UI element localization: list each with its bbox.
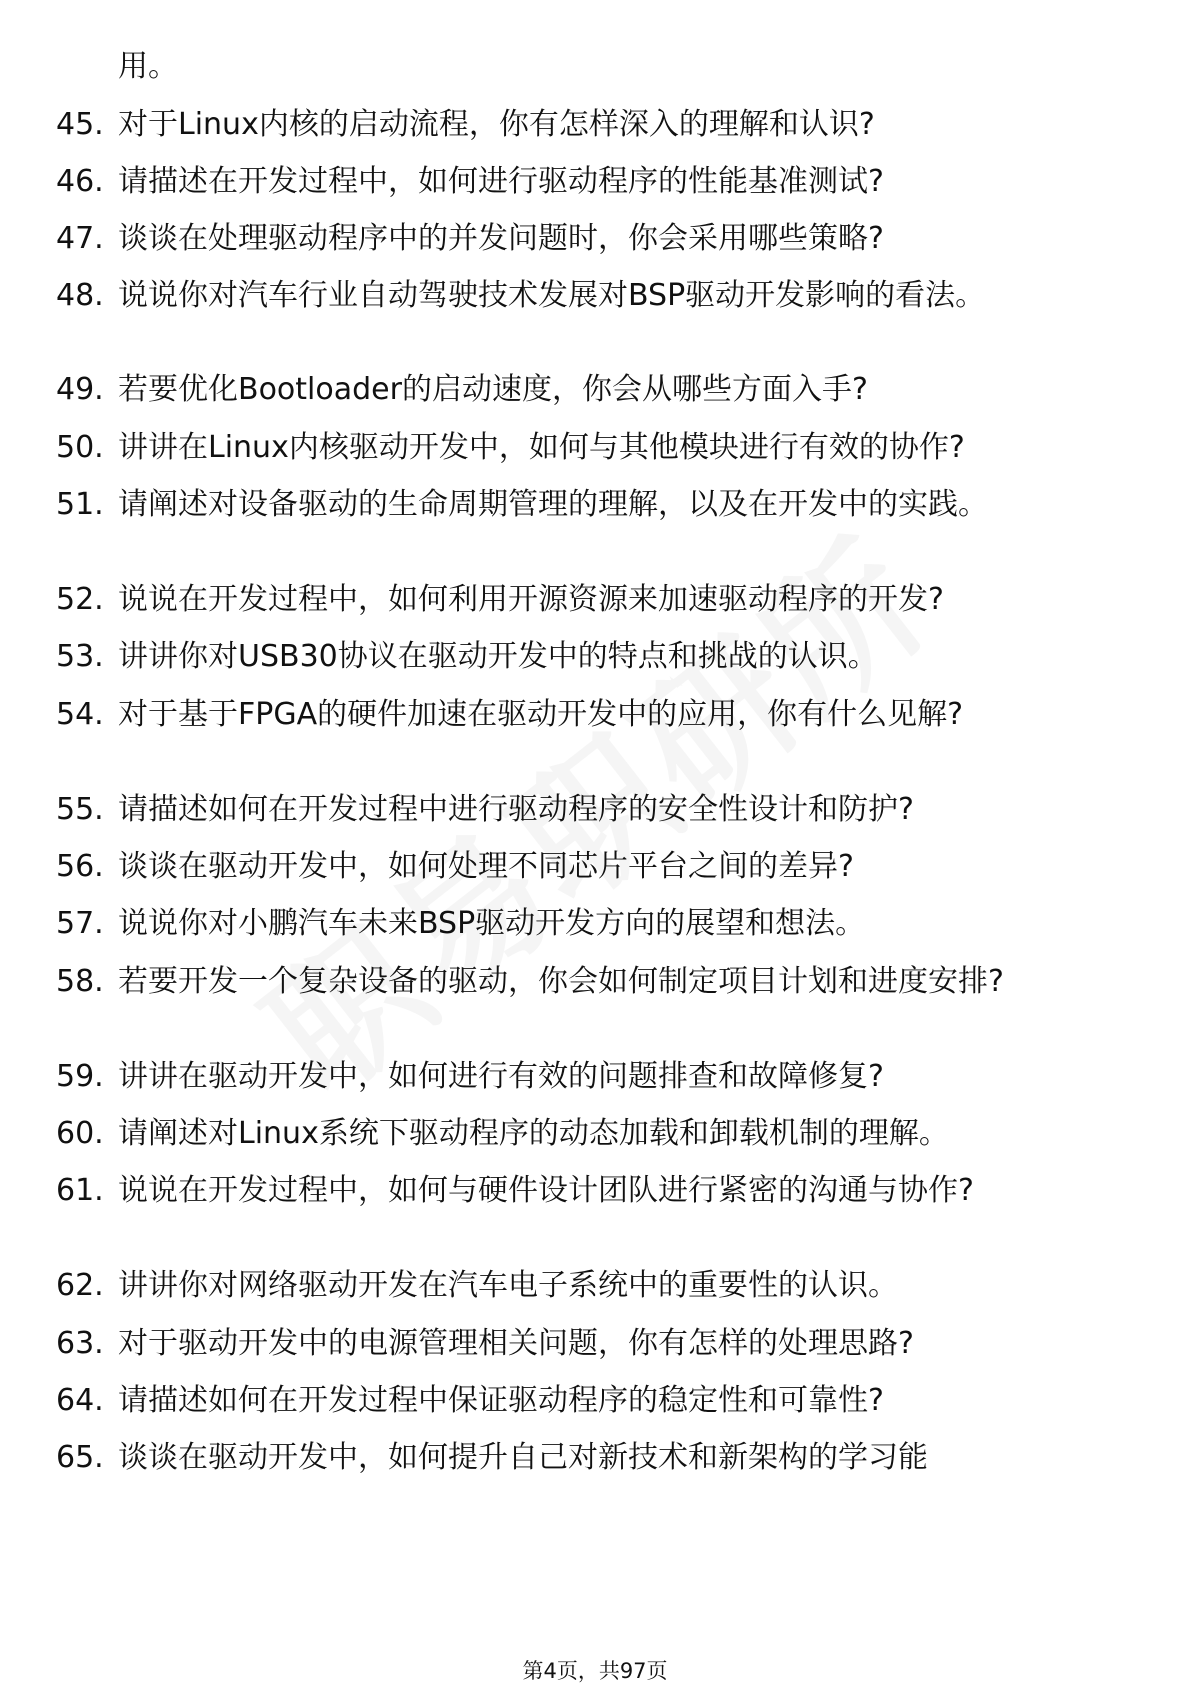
question-text: 若要开发一个复杂设备的驱动，你会如何制定项目计划和进度安排? <box>118 964 1004 999</box>
list-item <box>56 846 1116 887</box>
list-item <box>56 1170 1116 1211</box>
question-text: 对于Linux内核的启动流程，你有怎样深入的理解和认识? <box>118 107 875 142</box>
list-item <box>56 961 1116 1002</box>
page-footer: 第4页，共97页 <box>522 1659 668 1683</box>
question-text: 说说你对小鹏汽车未来BSP驱动开发方向的展望和想法。 <box>118 906 866 941</box>
question-number: 46. <box>56 164 104 199</box>
list-item <box>56 1265 1116 1306</box>
question-text: 讲讲你对USB30协议在驱动开发中的特点和挑战的认识。 <box>118 639 878 674</box>
question-text: 讲讲在驱动开发中，如何进行有效的问题排查和故障修复? <box>118 1059 884 1094</box>
question-number: 49. <box>56 372 104 407</box>
question-number: 54. <box>56 697 104 732</box>
list-item <box>56 275 1116 316</box>
question-number: 47. <box>56 221 104 256</box>
question-number: 60. <box>56 1116 104 1151</box>
question-text: 请阐述对设备驱动的生命周期管理的理解，以及在开发中的实践。 <box>118 487 988 522</box>
question-text: 说说在开发过程中，如何与硬件设计团队进行紧密的沟通与协作? <box>118 1173 974 1208</box>
list-item <box>56 161 1116 202</box>
question-text: 谈谈在处理驱动程序中的并发问题时，你会采用哪些策略? <box>118 221 884 256</box>
list-item <box>56 903 1116 944</box>
list-item <box>56 218 1116 259</box>
list-item <box>56 636 1116 677</box>
list-item <box>56 694 1116 735</box>
question-text: 对于基于FPGA的硬件加速在驱动开发中的应用，你有什么见解? <box>118 697 964 732</box>
list-item <box>56 427 1116 468</box>
question-text: 对于驱动开发中的电源管理相关问题，你有怎样的处理思路? <box>118 1326 914 1361</box>
question-number: 61. <box>56 1173 104 1208</box>
question-text: 说说你对汽车行业自动驾驶技术发展对BSP驱动开发影响的看法。 <box>118 278 986 313</box>
question-text: 请描述如何在开发过程中进行驱动程序的安全性设计和防护? <box>118 792 914 827</box>
list-item <box>56 1113 1116 1154</box>
question-text: 讲讲你对网络驱动开发在汽车电子系统中的重要性的认识。 <box>118 1268 898 1303</box>
question-text: 请阐述对Linux系统下驱动程序的动态加载和卸载机制的理解。 <box>118 1116 949 1151</box>
question-number: 51. <box>56 487 104 522</box>
question-text: 讲讲在Linux内核驱动开发中，如何与其他模块进行有效的协作? <box>118 430 965 465</box>
list-item <box>56 579 1116 620</box>
question-number: 53. <box>56 639 104 674</box>
question-number: 64. <box>56 1383 104 1418</box>
question-number: 48. <box>56 278 104 313</box>
question-number: 52. <box>56 582 104 617</box>
question-text: 请描述如何在开发过程中保证驱动程序的稳定性和可靠性? <box>118 1383 884 1418</box>
list-item <box>56 1056 1116 1097</box>
question-number: 58. <box>56 964 104 999</box>
list-item <box>56 1437 1116 1478</box>
question-text: 若要优化Bootloader的启动速度，你会从哪些方面入手? <box>118 372 868 407</box>
question-text: 说说在开发过程中，如何利用开源资源来加速驱动程序的开发? <box>118 582 944 617</box>
list-item <box>56 484 1116 525</box>
question-text: 谈谈在驱动开发中，如何处理不同芯片平台之间的差异? <box>118 849 854 884</box>
question-number: 55. <box>56 792 104 827</box>
list-item-continuation <box>56 46 1116 87</box>
question-number: 63. <box>56 1326 104 1361</box>
question-number: 57. <box>56 906 104 941</box>
question-number: 56. <box>56 849 104 884</box>
list-item <box>56 369 1116 410</box>
question-number: 50. <box>56 430 104 465</box>
list-item <box>56 789 1116 830</box>
question-number: 62. <box>56 1268 104 1303</box>
question-text: 请描述在开发过程中，如何进行驱动程序的性能基准测试? <box>118 164 884 199</box>
question-number: 65. <box>56 1440 104 1475</box>
question-text: 谈谈在驱动开发中，如何提升自己对新技术和新架构的学习能 <box>118 1440 928 1475</box>
list-item <box>56 1323 1116 1364</box>
question-number: 59. <box>56 1059 104 1094</box>
continuation-text: 用。 <box>118 49 178 84</box>
question-number: 45. <box>56 107 104 142</box>
list-item <box>56 104 1116 145</box>
list-item <box>56 1380 1116 1421</box>
